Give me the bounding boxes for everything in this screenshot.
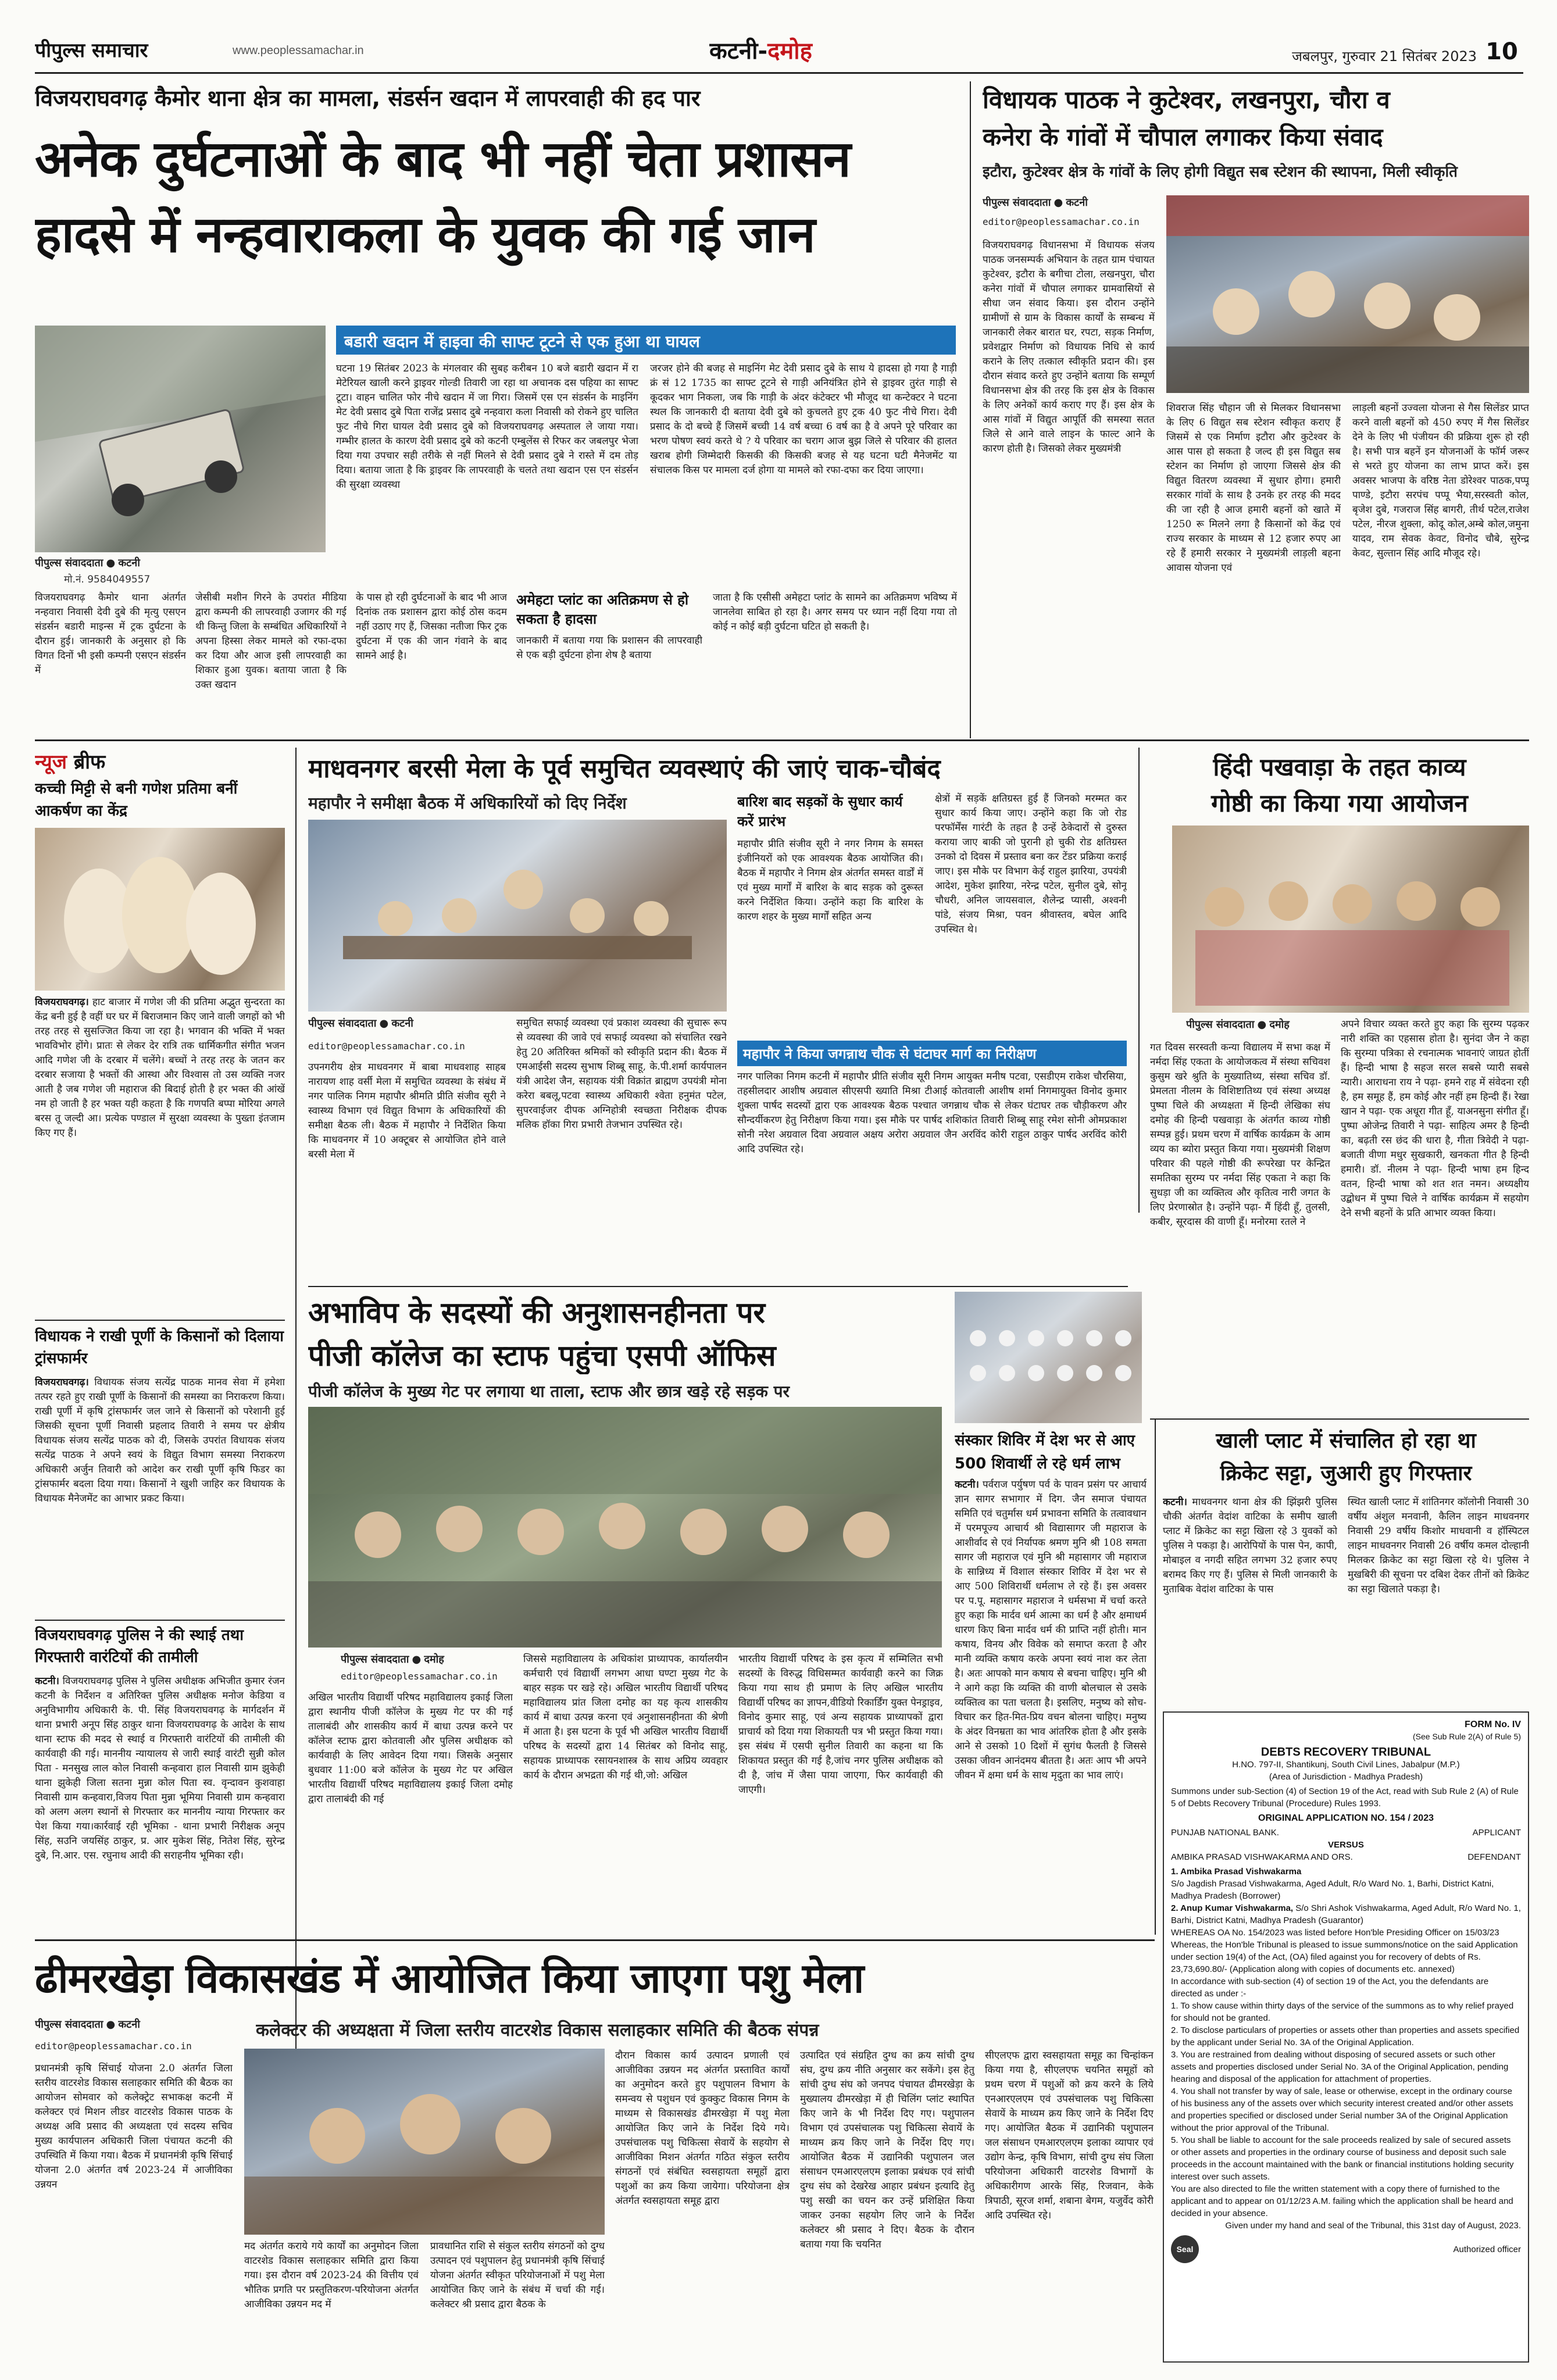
group-illustration bbox=[1172, 826, 1529, 1013]
top-section-rule bbox=[35, 739, 1529, 741]
sanskar-camp-photo bbox=[955, 1292, 1142, 1423]
dhimar-credit: पीपुल्स संवाददाता ● कटनी bbox=[35, 2018, 140, 2031]
officials-illustration bbox=[244, 2049, 605, 2235]
notice-jurisdiction: (Area of Jurisdiction - Madhya Pradesh) bbox=[1269, 1772, 1423, 1782]
dhimar-col-6: सीएलएफ द्वारा स्वसहायता समूह का चिन्हांकन किया गया है, सीएलएफ चयनित समूहों को प्रथम चरण में पशुओं को क्रय करने के लिये एनआरएलएम एवं उपसंचालक पशु चिकित्सा सेवायें के माध्यम क्रय किए जाने के निर्देश दिए गए। आयोजित बैठक में उद्यानिकी पशुपालन जल संसाधन एमआरएलएम इलाका व्यापार एवं उद्योग केन्द्र, कृषि विभाग, सांची दुग्ध संघ जिला परियोजना अधिकारी वाटरशेड विभागों के अधिकारीगण आरके सिंह, रिजवान, केके त्रिपाठी, सूरज शर्मा, शबाना बेगम, यजुर्वेद कोरी आदि उपस्थित रहे। bbox=[985, 2050, 1154, 2221]
notice-d2-block bbox=[1171, 1902, 1521, 1927]
dhimar-col-2: मद अंतर्गत कराये गये कार्यों का अनुमोदन जिला वाटरशेड विकास सलाहकार समिति द्वारा किया गया। इस दौरान वर्ष 2023-24 की वित्तीय एवं भौतिक प्रगति पर प्रस्तुतिकरण-परियोजना अंतर्गत आजीविका उन्नयन मद में bbox=[244, 2240, 419, 2310]
idol-illustration bbox=[35, 828, 285, 991]
lead-col-2b: के पास हो रही दुर्घटनाओं के बाद भी आज दिनांक तक प्रशासन द्वारा कोई ठोस कदम नहीं उठाए गए हैं, जिसका नतीजा फिर ट्रक दुर्घटना में एक की जान गंवाने के बाद सामने आई है। bbox=[356, 592, 507, 662]
notice-d1: 1. Ambika Prasad Vishwakarma bbox=[1171, 1867, 1302, 1877]
notice-body-2: Whereas, the Hon'ble Tribunal is pleased to issue summons/notice on the said Application under section 19(4) of the Act, (OA) filed against you for recovery of debts of Rs. 23,73,690.80/- (Application along with copies of documents etc. annexed) bbox=[1171, 1940, 1518, 1974]
satta-headline-2: क्रिकेट सट्टा, जुआरी हुए गिरफ्तार bbox=[1220, 1461, 1472, 1485]
section-dash: - bbox=[758, 38, 768, 65]
page-number: 10 bbox=[1485, 38, 1518, 65]
col-divider-left bbox=[295, 748, 297, 2050]
lead-subhead: बडारी खदान में हाइवा की साफ्ट टूटने से एक हुआ था घायल bbox=[336, 326, 956, 355]
lead-kicker: विजयराघवगढ़ कैमोर थाना क्षेत्र का मामला, संडर्सन खदान में लापरवाही की हद पार bbox=[35, 85, 701, 111]
notice-form: FORM No. IV bbox=[1465, 1720, 1521, 1729]
dhimar-email: editor@peoplessamachar.co.in bbox=[35, 2040, 192, 2052]
abvp-credit: पीपुल्स संवाददाता ● दमोह bbox=[341, 1653, 444, 1666]
satta-headline-1: खाली प्लाट में संचालित हो रहा था bbox=[1216, 1429, 1476, 1453]
notice-parties-row bbox=[1171, 1827, 1521, 1839]
notice-defendant-label: DEFENDANT bbox=[1467, 1852, 1521, 1862]
madhav-col-4: क्षेत्रों में सड़कें क्षतिग्रस्त हुई हैं जिनको मरम्मत कर सुधार कार्य किया जाए। उन्होंने कहा कि जो रोड परफॉर्मेंस गारंटी के तहत है उन्हें ठेकेदारों से दुरुस्त कराया जाए बाकी जो पुरानी हो चुकी रोड क्षतिग्रस्त उनको दो दिवस में प्रस्ताव बना कर टेंडर प्रक्रिया कराई जाए। इस मौके पर विभाग केई राहुल झारिया, उपयंत्री आदेश, मुकेश झारिया, नरेन्द्र पटेल, सुनील दुबे, सोनू चौधरी, अनिल जायसवाल, शैलेन्द्र प्यासी, अश्वनी पांडे, संजय मिश्रा, पवन श्रीवास्तव, बघेल आदि उपस्थित थे। bbox=[935, 793, 1127, 935]
college-staff-photo bbox=[308, 1407, 942, 1648]
pathak-col-2: शिवराज सिंह चौहान जी से मिलकर विधानसभा के लिए 6 विद्युत सब स्टेशन स्वीकृत कराए हैं जिसमें से एक निर्माण इटौरा और कुटेश्वर के आस पास हो सकता है जल्द ही इस विद्युत सब स्टेशन का निर्माण हो जाएगा जिससे क्षेत्र की विद्युत वितरण व्यवस्था में सुधार होगा। हमारी सरकार गांवों के साथ है उनके हर तरह की मदद की जा रही है आज हमारी बहनों को खाते में 1250 रू मिलने लगा है किसानों को केंद्र एवं राज्य सरकार के माध्यम से 12 हजार रुपए आ रहे हैं हमारी सरकार ने मुख्यमंत्री लाड़ली बहना आवास योजना एवं bbox=[1166, 402, 1341, 574]
news-label: न्यूज bbox=[35, 751, 67, 774]
brief-2-title: विधायक ने राखी पूर्णी के किसानों को दिलाया ट्रांसफार्मर bbox=[35, 1328, 284, 1367]
pathak-deck: इटौरा, कुटेश्वर क्षेत्र के गांवों के लिए होगी विद्युत सब स्टेशन की स्थापना, मिली स्वीकृति bbox=[983, 163, 1458, 181]
notice-item-3: 3. You are restrained from dealing without disposing of secured assets or such other assets and properties disclosed under Serial No. 3A of the Original Application, pending hearing and disposal of the application for attachment of properties. bbox=[1171, 2050, 1509, 2084]
ganesh-idols-photo bbox=[35, 828, 285, 991]
notice-item-2: 2. To disclose particulars of properties or assets other than properties and assets specified by the applicant under Serial No. 3A of the Original Application. bbox=[1171, 2025, 1520, 2047]
collector-meeting-photo bbox=[244, 2049, 605, 2235]
dhimar-col-4: दौरान विकास कार्य उत्पादन प्रणाली एवं आजीविका उन्नयन मद अंतर्गत प्रस्तावित कार्यों का अनुमोदन करते हुए पशुपालन विभाग के समन्वय से पशुधन एवं कुक्कुट विकास निगम के माध्यम से विकासखंड ढीमरखेड़ा में पशु मेला आयोजित किए जाने के निर्देश दिये गये। उपसंचालक पशु चिकित्सा सेवायें के सहयोग से आजीविका मिशन अंतर्गत गठित संकुल स्तरीय संगठनों एवं संबंधित स्वसहायता समूहों द्वारा पशुओं का क्रय किया जायेगा। परियोजना क्षेत्र अंतर्गत स्वसहायता समूह द्वारा bbox=[615, 2050, 790, 2207]
truck-illustration bbox=[35, 326, 326, 552]
lead-photo-credit: पीपुल्स संवाददाता ● कटनी bbox=[35, 557, 140, 569]
notice-d2-addr: S/o Shri Ashok Vishwakarma, Aged Adult, R/o Ward No. 1, Barhi, District Katni, Madhya Pradesh (Guarantor) bbox=[1171, 1903, 1521, 1925]
pathak-headline-2: कनेरा के गांवों में चौपाल लगाकर किया संवाद bbox=[983, 123, 1383, 151]
pathak-col-1: विजयराघवगढ़ विधानसभा में विधायक संजय पाठक जनसम्पर्क अभियान के तहत ग्राम पंचायत कुटेश्वर, इटौरा के बगीचा टोला, लखनपुरा, चौरा कनेरा गांवों में चौपाल लगाकर ग्रामवासियों से सीधा जन संवाद किया। इस दौरान उन्होंने ग्रामीणों से ग्राम के विकास कार्यों के सम्बन्ध में जानकारी लेकर बारात घर, रपटा, सड़क निर्माण, प्रवेशद्वार निर्माण को विधायक निधि से कार्य कराने के लिए तत्काल स्वीकृति प्रदान की। इस दौरान संवाद करते हुए उन्होंने बताया कि सम्पूर्ण विधानसभा क्षेत्र की तरह कि इस क्षेत्र के विकास के लिए अनेकों कार्य कराए गए हैं। इस क्षेत्र के आस गांवों में विद्युत आपूर्ति की समस्या सतत जिले से आने वाले लाइन के फाल्ट आने के कारण होती है। जिसको लेकर मुख्यमंत्री bbox=[983, 240, 1155, 455]
sanskar-headline-1: संस्कार शिविर में देश भर से आए bbox=[955, 1432, 1135, 1449]
news-brief-label bbox=[35, 748, 291, 776]
notice-applicant: APPLICANT bbox=[1472, 1828, 1521, 1838]
lead-headline-2: हादसे में नन्हवाराकला के युवक की गई जान bbox=[35, 206, 815, 264]
notice-item-5: 5. You shall be liable to account for the sale proceeds realized by sale of secured assets or other assets and properties in the ordinary course of business and deposit such sale proceeds in the account maintained with the bank or financial institutions holding security interest over such assets. bbox=[1171, 2135, 1514, 2182]
madhav-subhead-2: महापौर ने किया जगन्नाथ चौक से घंटाघर मार्ग का निरीक्षण bbox=[737, 1041, 1127, 1066]
lead-col-2: जेसीबी मशीन गिरने के उपरांत मीडिया द्वारा कम्पनी की लापरवाही उजागर की गई थी किन्तु जिला के सम्बंधित अधिकारियों ने अपना हिस्सा लेकर मामले को रफा-दफा कर दिया और आज इसी लापरवाही का शिकार हुआ युवक। बताया जाता है कि उक्त खदान bbox=[195, 592, 347, 691]
lead-subhead-2: अमेहटा प्लांट का अतिक्रमण से हो सकता है हादसा bbox=[516, 592, 689, 627]
notice-form-rule: (See Sub Rule 2(A) of Rule 5) bbox=[1413, 1732, 1521, 1741]
notice-body-1: WHEREAS OA No. 154/2023 was listed before Hon'ble Presiding Officer on 15/03/23 bbox=[1171, 1928, 1499, 1938]
notice-defendants-row bbox=[1171, 1851, 1521, 1863]
dhimar-col-3: प्रावधानित राशि से संकुल स्तरीय संगठनों को दुग्ध उत्पादन एवं पशुपालन हेतु प्रधानमंत्री कृषि सिंचाई योजना अंतर्गत स्वीकृत परियोजनाओं में पशु मेला आयोजित किए जाने के संबंध में चर्चा की गई। कलेक्टर श्री प्रसाद द्वारा बैठक के bbox=[430, 2240, 605, 2310]
hindi-headline-2: गोष्ठी का किया गया आयोजन bbox=[1211, 789, 1468, 817]
dhimar-headline: ढीमरखेड़ा विकासखंड में आयोजित किया जाएगा पशु मेला bbox=[35, 1954, 864, 2002]
audience-illustration bbox=[955, 1292, 1142, 1423]
notice-oa: ORIGINAL APPLICATION NO. 154 / 2023 bbox=[1258, 1813, 1434, 1823]
pathak-col-3: लाड़ली बहनों उज्वला योजना से गैस सिलेंडर प्राप्त करने वाली बहनों को 450 रुपए में गैस सिलेंडर देने के लिए भी पंजीयन की प्रक्रिया शुरू हो रही है। सभी पात्र बहनें इन योजनाओं के फॉर्म जरूर से भरते हुए योजना का लाभ प्राप्त करें। इस अवसर भाजपा के वरिष्ठ नेता डोरेश्वर पाठक,पप्पू पाण्डे, इटौरा सरपंच पप्पू भैया,सरस्वती कोल, बृजेश दुबे, गजराज सिंह बागरी, तीर्थ पटेल,राजेश पटेल, नीरज शुक्ला, कोदू कोल,अम्बे कोल,जमुना यादव, राम सेवक केवट, विनोद चौबे, सुरेन्द्र केवट, सुल्तान सिंह आदि मौजूद रहे। bbox=[1352, 402, 1529, 559]
abvp-email: editor@peoplessamachar.co.in bbox=[341, 1671, 498, 1682]
lead-col-1: विजयराघवगढ़ कैमोर थाना अंतर्गत नन्हवारा निवासी देवी दुबे की मृत्यु एसएन संडर्सन बडारी माइन्स में ट्रक दुर्घटना के दौरान हुई। जानकारी के अनुसार हो कि विगत दिनों भी इसी कम्पनी एसएन संडर्सन में bbox=[35, 592, 186, 676]
hindi-bottom-rule bbox=[1150, 1418, 1529, 1420]
truck-accident-photo bbox=[35, 326, 326, 552]
hindi-credit: पीपुल्स संवाददाता ● दमोह bbox=[1186, 1019, 1290, 1031]
madhav-email: editor@peoplessamachar.co.in bbox=[308, 1041, 465, 1052]
brief-label: ब्रीफ bbox=[73, 751, 106, 774]
staff-group-illustration bbox=[308, 1407, 942, 1648]
brief-1-title: कच्ची मिट्टी से बनी गणेश प्रतिमा बनीं आकर्षण का केंद्र bbox=[35, 780, 238, 820]
website-link[interactable]: www.peoplessamachar.in bbox=[233, 44, 364, 57]
lead-headline-1: अनेक दुर्घटनाओं के बाद भी नहीं चेता प्रशासन bbox=[35, 130, 851, 188]
brief-3-text: कटनी। विजयराघवगढ़ पुलिस ने पुलिस अधीक्षक अभिजीत कुमार रंजन कटनी के निर्देशन व अतिरिक्त पुलिस अधीक्षक मनोज केडिया व अनुविभागीय अधिकारी के. पी. सिंह विजयराघवगढ़ के मार्गदर्शन में थाना प्रभारी अनूप सिंह ठाकुर थाना विजयराघवगढ़ के आदेश के साथ थाना स्टाफ की मदद से स्थाई व गिरफ्तारी वारंटियों की तामीली की कार्यवाही की गई। माननीय न्यायालय से जारी स्थाई वारंटी सुन्नी कोल पिता - मनसुख लाल कोल निवासी कन्हवारा हाल निवासी ग्राम झुकेही थाना झुकेही जिला सतना मुन्ना कोल पिता स्व. वृन्दावन कुशवाहा निवासी ग्राम कन्हवारा,विजय पिता मुन्ना भूमिया निवासी ग्राम कन्हवारा को अलग अलग स्थानों से गिरफ्तार कर माननीय न्याया गिरफ्तार कर पेश किया गया।कार्रवाई रही भूमिका - थाना प्रभारी निरीक्षक अनूप सिंह, सउनि जयसिंह ठाकुर, प्र. आर मुकेश सिंह, नितेश सिंह, सुरेन्द्र दुबे, नि.आर. एस. रघुनाथ आदी की सराहनीय भूमिका रही। bbox=[35, 1675, 285, 1861]
section-damoh: दमोह bbox=[767, 38, 812, 65]
brief-rule-1 bbox=[35, 1320, 285, 1321]
madhav-headline: माधवनगर बरसी मेला के पूर्व समुचित व्यवस्थाएं की जाएं चाक-चौबंद bbox=[308, 754, 941, 784]
satta-col-1: कटनी। माधवनगर थाना क्षेत्र की झिंझरी पुलिस चौकी अंतर्गत वेदांश वाटिका के समीप खाली प्लाट में क्रिकेट का सट्टा खिला रहे 3 युवकों को पुलिस ने पकड़ा है। आरोपियों के पास पेन, कापी, मोबाइल व नगदी सहित लगभग 32 हजार रुपए बरामद किए गए हैं। पुलिस से मिली जानकारी के मुताबिक वेदांश वाटिका के पास bbox=[1163, 1496, 1337, 1595]
brief-1-text: विजयराघवगढ़। हाट बाजार में गणेश जी की प्रतिमा अद्भुत सुन्दरता का केंद्र बनी हुई है वहीं घर घर में बिराजमान किए जाने वाली जगहों को भी तरह तरह से सुसज्जित किया जा रहा है। भगवान की भक्ति में भक्त भावविभोर होंगे। प्रातः से लेकर देर रात्रि तक धार्मिकगीत संगीत भजन आदि गणेश जी के दरबार में चलेंगे। बच्चों ने तरह तरह के जतन कर दरबार सजाया है भक्तों की आस्था और विश्वास तो उस व्यक्ति नजर आती है जब गणेश जी महाराज की बिदाई होती है हर भक्त की आंखें नम हो जाती है हर भक्त यही कहता है कि गणपति बप्पा मोरिया अगले बरस तू जल्दी आ। प्रत्येक पण्डाल में सुरक्षा व्यवस्था के पुख्ता इंतजाम किए गए हैं। bbox=[35, 996, 285, 1139]
paper-logo: पीपुल्स समाचार bbox=[35, 39, 148, 62]
madhav-col-2: समुचित सफाई व्यवस्था एवं प्रकाश व्यवस्था की सुचारू रूप से व्यवस्था की जावे एवं सफाई व्यवस्था को संचालित रखने हेतु 20 अतिरिक्त श्रमिकों को स्वीकृति प्रदान की। बैठक में एमआईसी सदस्य सुभाष शिब्बू साहू, के.पी.शर्मा कार्यपालन यंत्री आदेश जैन, सहायक यंत्री विक्रांत ब्राह्मण उपयंत्री मोना करेरा बबलू,पटवा स्वास्थ्य अधिकारी श्वेता हनुमंत पटेल, सुपरवाईजर दीपक अग्निहोत्री स्वच्छता निरीक्षक दीपक मलिक हॉका गिरा प्रभारी तेजभान उपस्थित रहे। bbox=[516, 1017, 727, 1131]
abvp-headline-2: पीजी कॉलेज का स्टाफ पहुंचा एसपी ऑफिस bbox=[308, 1339, 776, 1373]
notice-bank: PUNJAB NATIONAL BANK. bbox=[1171, 1828, 1279, 1838]
notice-summons: Summons under sub-Section (4) of Section 19 of the Act, read with Sub Rule 2 (A) of Rule 5 of Debts Recovery Tribunal (Procedure) Rules 1993. bbox=[1171, 1786, 1519, 1809]
hindi-headline-1: हिंदी पखवाड़ा के तहत काव्य bbox=[1213, 753, 1466, 781]
abvp-col-1: अखिल भारतीय विद्यार्थी परिषद महाविद्यालय इकाई जिला द्वारा स्थानीय पीजी कॉलेज के मुख्य गेट पर की गई तालाबंदी और शासकीय कार्य में बाधा उत्पन्न करने पर कॉलेज स्टाफ द्वारा कोतवाली और पुलिस अधीक्षक को कार्यवाही के लिए आवेदन दिया गया। जिसके अनुसार बुधवार 11:00 बजे कॉलेज के मुख्य गेट पर अखिल भारतीय विद्यार्थी परिषद महाविद्यालय इकाई जिला दमोह द्वारा तालाबंदी की गई bbox=[308, 1692, 513, 1805]
notice-footer bbox=[1171, 2235, 1521, 2263]
sanskar-headline-2: 500 शिवार्थी ले रहे धर्म लाभ bbox=[955, 1455, 1120, 1473]
notice-address: H.NO. 797-II, Shantikunj, South Civil Lines, Jabalpur (M.P.) bbox=[1232, 1760, 1460, 1770]
brief-3-title: विजयराघवगढ़ पुलिस ने की स्थाई तथा गिरफ्तारी वारंटियों की तामीली bbox=[35, 1627, 244, 1666]
sanskar-text: कटनी। पर्वराज पर्युषण पर्व के पावन प्रसंग पर आचार्य ज्ञान सागर सभागार में दिग. जैन समाज पंचायत समिति एवं चतुर्मास धर्म प्रभावना समिति के तत्वावधान में परमपूज्य आचार्य श्री विद्यासागर जी महाराज के आशीर्वाद से एवं निर्यापक श्रमण मुनि श्री 108 समता सागर जी महाराज एवं मुनि श्री महासागर जी महाराज के सान्निध्य में विशाल संस्कार शिविर में देश भर से आए 500 शिविरार्थी धर्मलाभ ले रहे हैं। इस अवसर पर प.पू. महासागर महाराज ने धर्मसभा में चर्चा करते हुए कहा कि मार्दव धर्म आत्मा का धर्म है और क्षमाधर्म धारण किए बिना मार्दव धर्म की प्राप्ति नहीं होती। मान कषाय, विनय और विवेक को समाप्त करता है और मानी व्यक्ति कषाय करके अपना स्वयं नाश कर लेता है। अतः आपको मान कषाय से बचना चाहिए। मुनि श्री ने आगे कहा कि व्यक्ति की वाणी बोलचाल से उसके व्यक्तित्व का पता चलता है। इसलिए, मनुष्य को सोच-विचार कर हित-मित-प्रिय वचन बोलना चाहिए। मनुष्य के अंदर विनम्रता का भाव आंतरिक होता है और इसके आने से उसको 10 दिशों में सुगंध फैलती है जिससे उसका जीवन आनंदमय बीतता है। अतः आप भी अपने जीवन में क्षमा धर्म के साथ मृदुता का भाव लाएं। bbox=[955, 1479, 1147, 1781]
notice-body-3: In accordance with sub-section (4) of section 19 of the Act, you the defendants are directed as under :- bbox=[1171, 1977, 1489, 1999]
review-meeting-photo bbox=[308, 820, 727, 1012]
pathak-email: editor@peoplessamachar.co.in bbox=[983, 216, 1140, 227]
bottom-section-rule bbox=[35, 1939, 1155, 1941]
col-divider-right-mid bbox=[1138, 748, 1140, 1213]
brief-rule-2 bbox=[35, 1620, 285, 1621]
abvp-col-2: जिससे महाविद्यालय के अधिकांश प्राध्यापक, कार्यालयीन कर्मचारी एवं विद्यार्थी लगभग आधा घण्टा मुख्य गेट के बाहर सड़क पर खड़े रहे। अखिल भारतीय विद्यार्थी परिषद महाविद्यालय प्रांत जिला दमोह का यह कृत्य शासकीय कार्य में बाधा उत्पन्न करना एवं अनुशासनहीनता की श्रेणी में आता है। इस घटना के पूर्व भी अखिल भारतीय विद्यार्थी परिषद के सदस्यों द्वारा 14 सितंबर को विनोद साहू, सहायक प्राध्यापक रसायनशास्त्र के साथ अप्रिय व्यवहार कार्य के दौरान अभद्रता की गई थी,जो: अखिल bbox=[523, 1653, 728, 1781]
satta-col-2: स्थित खाली प्लाट में शांतिनगर कॉलोनी निवासी 30 वर्षीय अंशुल मनवानी, कैलिन लाइन माधवनगर निवासी 29 वर्षीय किशोर माधवानी व हॉस्पिटल लाइन माधवनगर निवासी 26 वर्षीय कमल दोल्हानी मिलकर क्रिकेट का सट्टा खिला रहे थे। पुलिस ने मुखबिरी की सूचना पर दबिश देकर तीनों को क्रिकेट का सट्टा खिलाते पकड़ा है। bbox=[1348, 1496, 1529, 1595]
pathak-credit: पीपुल्स संवाददाता ● कटनी bbox=[983, 196, 1088, 209]
seal-stamp: Seal bbox=[1171, 2235, 1199, 2263]
notice-body-4: You are also directed to file the written statement with a copy there of furnished to the applicant and to appear on 01/12/23 A.M. failing which the application shall be heard and decided in your absence. bbox=[1171, 2184, 1513, 2218]
lead-col-4: जरजर होने की बजह से माइनिंग मेट देवी प्रसाद दुबे के साथ ये हादसा हो गया है गाड़ी क्रं सं 12 1735 का साफ्ट टूटने से गाड़ी अनियंत्रित होने से ड्राइवर तुरंत गाड़ी से कूदकर भाग निकला, जब कि गाड़ी के अंदर कंटेक्टर भी मौजूद था कन्टेक्टर ने घटना स्थल कि जानकारी दी बताया देवी दुबे को कुचलते हुए ट्रक 40 फुट नीचे गिरा। देवी प्रसाद के दो बच्चे हैं जिसमें बच्ची 14 वर्ष बच्चा 6 वर्ष का है वे अपने पूरे परिवार का भरण पोषण स्वयं करते थे ? ये परिवार का चराग आज बुझ जिले से परिवार की हालत खराब होगी जिम्मेदारी किसकी की किसकी बजह से यह घटना घटी मैनेजमेंट या संचालक किस पर मामला दर्ज होगा या मामले को रफा-दफा कर दिया जाएगा। bbox=[650, 363, 957, 476]
madhav-deck: महापौर ने समीक्षा बैठक में अधिकारियों को दिए निर्देश bbox=[308, 794, 627, 813]
dateline: जबलपुर, गुरुवार 21 सितंबर 2023 bbox=[1292, 48, 1477, 65]
abvp-headline-1: अभाविप के सदस्यों की अनुशासनहीनता पर bbox=[308, 1296, 765, 1330]
col-divider-right-lower bbox=[1155, 1418, 1156, 1935]
pathak-headline-1: विधायक पाठक ने कुटेश्वर, लखनपुरा, चौरा व bbox=[983, 85, 1390, 114]
poetry-meet-photo bbox=[1172, 826, 1529, 1013]
lead-mobile: मो.नं. 9584049557 bbox=[64, 574, 151, 585]
masthead-rule bbox=[35, 72, 1523, 74]
notice-d1-addr: S/o Jagdish Prasad Vishwakarma, Aged Adult, R/o Ward No. 1, Barhi, District Katni, Madhya Pradesh (Borrower) bbox=[1171, 1879, 1494, 1901]
brief-2-text: विजयराघवगढ़। विधायक संजय सत्येंद्र पाठक मानव सेवा में हमेशा तत्पर रहते हुए राखी पूर्णी के किसानों की समस्या का निराकरण किया। राखी पूर्णी में कृषि ट्रांसफार्मर जल जाने से किसानों को परेशानी हुई जिसकी सूचना पूर्णी निवासी प्रहलाद तिवारी ने समय पर क्षेत्रीय विधायक संजय सत्येंद्र पाठक को दी, जिसके उपरांत विधायक संजय सत्येंद्र पाठक ने अपने स्वयं के विद्युत विभाग समस्या निराकरण अधिकारी अर्जुन तिवारी को आदेश कर राखी पूर्णी कृषि फिडर का ट्रांसफार्मर बदला दिया गया। किसानों ने खुशी जाहिर कर विधायक के विधायक मैनेजमेंट का आभार प्रकट किया। bbox=[35, 1377, 285, 1505]
dhimar-col-1: प्रधानमंत्री कृषि सिंचाई योजना 2.0 अंतर्गत जिला स्तरीय वाटरशेड विकास सलाहकार समिति की बैठक का आयोजन सोमवार को कलेक्ट्रेट सभाकक्ष कटनी में कलेक्टर एवं मिशन लीडर वाटरशेड विकास पाठक के अध्यक्ष अवि प्रसाद की अध्यक्षता एवं सदस्य सचिव मुख्य कार्यपालन अधिकारी जिला पंचायत कटनी की उपस्थिति में किया गया। बैठक में प्रधानमंत्री कृषि सिंचाई योजना 2.0 अंतर्गत वर्ष 2023-24 में आजीविका उन्नयन bbox=[35, 2063, 233, 2190]
madhav-credit: पीपुल्स संवाददाता ● कटनी bbox=[308, 1017, 413, 1030]
pathak-chaupal-photo bbox=[1166, 195, 1529, 393]
notice-signed: Authorized officer bbox=[1453, 2244, 1521, 2254]
dhimar-col-5: उत्पादित एवं संग्रहित दुग्ध का क्रय सांची दुग्ध संघ, दुग्ध क्रय नीति अनुसार कर सकेंगे। इस हेतु सांची दुग्ध संघ को जनपद पंचायत ढीमरखेड़ा के मुख्यालय ढीमरखेड़ा में ही चिलिंग प्लांट स्थापित किए जाने के भी निर्देश दिए गए। पशुपालन विभाग एवं उपसंचालक पशु चिकित्सा सेवायें के माध्यम क्रय किए जाने के निर्देश दिए गए। आयोजित बैठक में उद्यानिकी पशुपालन जल संसाधन एमआरएलएम इलाका प्रबंधक एवं सांची दुग्ध संघ को देखरेख आहार प्रबंधन इत्यादि हेतु पशु सखी का चयन कर उन्हें प्रशिक्षित किया जाकर उनका सहयोग लिए जाने के निर्देश कलेक्टर श्री प्रसाद ने दिए। बैठक के दौरान बताया गया कि चयनित bbox=[800, 2050, 974, 2250]
section-title bbox=[709, 34, 895, 69]
masthead bbox=[0, 0, 1557, 74]
madhav-col-1: उपनगरीय क्षेत्र माधवनगर में बाबा माधवशाह साहब नारायण शाह वर्सी मेला में समुचित व्यवस्था के संबंध में नगर पालिक निगम महापौर श्रीमति प्रीति संजीव सूरी ने स्वास्थ्य विभाग एवं विद्युत विभाग के अधिकारियों की समीक्षा बैठक ली। बैठक में महापौर ने निर्देशित किया कि माधवनगर में 10 अक्टूबर से आयोजित होने वाले बरसी मेला में bbox=[308, 1062, 506, 1160]
notice-title: DEBTS RECOVERY TRIBUNAL bbox=[1260, 1746, 1431, 1759]
notice-body-5: Given under my hand and seal of the Tribunal, this 31st day of August, 2023. bbox=[1225, 2221, 1521, 2231]
meeting-illustration bbox=[308, 820, 727, 1012]
drt-notice bbox=[1163, 1711, 1529, 2363]
section-katni: कटनी bbox=[709, 38, 758, 65]
lead-col-3: घटना 19 सितंबर 2023 के मंगलवार की सुबह करीबन 10 बजे बडारी खदान में रा मेटेरियल खाली करने ड्राइवर गोल्डी तिवारी जा रहा था अचानक दस पहिया का साफ्ट टूटा। वाहन चालित फोर नीचे खदान में जा गिरा। जिसमें एस एन संडर्सन के माइनिंग मेट देवी प्रसाद दुबे पिता राजेंद्र प्रसाद दुबे नन्हवारा कला निवासी को रोकने हुए चालित फुट नीचे गिरा घायल देवी प्रसाद दुबे को विजयराघवगढ़ अस्पताल ले जाया गया। गम्भीर हालत के कारण देवी प्रसाद दुबे को कटनी एम्बुलेंस से रिफर कर जबलपुर भेजा दिया गया उपचार सही तरीके से नहीं मिलने से देवी प्रसाद दुबे ने रास्ते में दम तोड़ दिया। बताया जाता है कि ड्राइवर कि लापरवाही के चलते तथा खदान एस एन संडर्सन की सुरक्षा व्यवस्था bbox=[336, 363, 638, 491]
lead-col-4b: जाता है कि एसीसी अमेहटा प्लांट के सामने का अतिक्रमण भविष्य में जानलेवा साबित हो रहा है। अगर समय पर ध्यान नहीं दिया गया तो कोई न कोई बड़ी दुर्घटना घटित हो सकती है। bbox=[713, 592, 957, 632]
madhav-bottom-rule bbox=[308, 1286, 1128, 1287]
col-divider-right-top bbox=[970, 81, 971, 738]
abvp-col-3: भारतीय विद्यार्थी परिषद के इस कृत्य में सम्मिलित सभी सदस्यों के विरुद्ध विधिसम्मत कार्यवाही करने का जिक्र किया गया साथ ही प्रमाण के लिए अखिल भारतीय विद्यार्थी परिषद का ज्ञापन,वीडियो रिकार्डिंग युक्त पेनड्राइव, विनोद कुमार साहू, एवं अन्य सहायक प्राध्यापकों द्वारा प्राचार्य को दिया गया शिकायती पत्र भी प्रस्तुत किया गया। इस संबंध में एसपी सुनील तिवारी का कहना था कि शिकायत प्रस्तुत की गई है,जांच नगर पुलिस अधीक्षक को दी है, जांच में जैसा पाया जाएगा, फिर कार्यवाही की जाएगी। bbox=[738, 1653, 943, 1796]
notice-versus: VERSUS bbox=[1328, 1840, 1364, 1850]
lead-col-3b: जानकारी में बताया गया कि प्रशासन की लापरवाही से एक बड़ी दुर्घटना होना शेष है बताया bbox=[516, 635, 702, 661]
hindi-col-1: गत दिवस सरस्वती कन्या विद्यालय में सभा कक्ष में नर्मदा सिंह एकता के आयोजकत्व में संस्था सचिवश कुसुम खरे श्रुति के मुख्यातिथ्य, संस्था सचिव डॉ. प्रेमलता नीलम के विशिष्टातिथ्य एवं संस्था अध्यक्ष पुष्पा चिले की अध्यक्षता में हिन्दी लेखिका संघ दमोह की हिन्दी पखवाड़ा के अंतर्गत काव्य गोष्ठी सम्पन्न हुई। प्रथम चरण में वार्षिक कार्यक्रम के आम व्यय का ब्योरा प्रस्तुत किया गया। मुख्यमंत्री शिक्षण परिवार की पहले गोष्ठी की रूपरेखा पर केन्द्रित समतिका सुरम्य पर नर्मदा सिंह एकता ने कहा कि सुधड़ा जी का व्यक्तित्व और कृतित्व नारी जगत के लिए प्रेरणास्रोत है। उन्होंने पढ़ा- मैं हिंदी हूँ, तुलसी, कबीर, सूरदास की वाणी हूँ। मनोरमा रतले ने bbox=[1150, 1042, 1330, 1228]
crowd-illustration bbox=[1166, 195, 1529, 393]
notice-item-1: 1. To show cause within thirty days of the service of the summons as to why relief prayed for should not be granted. bbox=[1171, 2001, 1514, 2023]
madhav-col-5: नगर पालिका निगम कटनी में महापौर प्रीति संजीव सूरी निगम आयुक्त मनीष पटवा, एसडीएम राकेश चौरसिया, तहसीलदार आशीष अग्रवाल सीएसपी ख्याति मिश्रा टीआई कोतवाली आशीष शर्मा निगमायुक्त विनोद कुमार शुक्ला पार्षद सदस्यों द्वारा एक आवश्यक बैठक पश्चात जगन्नाथ चौक से लेकर घंटाघर तक चौड़ीकरण और सौन्दर्यीकरण हेतु निरीक्षण किया गया। इस मौके पर पार्षद शशिकांत तिवारी शिब्बू साहू रमेश सोनी ओमप्रकाश सोनी नरेश अग्रवाल दिवा अग्रवाल अक्षय अरोरा अग्रवाल जैन अरविंद कोरी राहुल ठाकुर पार्षद अरविंद कोरी आदि उपस्थित रहे। bbox=[737, 1071, 1127, 1155]
notice-defendants: AMBIKA PRASAD VISHWAKARMA AND ORS. bbox=[1171, 1852, 1353, 1862]
madhav-subhead-1: बारिश बाद सड़कों के सुधार कार्य करें प्रारंभ bbox=[737, 794, 903, 830]
notice-d2: 2. Anup Kumar Vishwakarma, bbox=[1171, 1903, 1294, 1913]
hindi-col-2: अपने विचार व्यक्त करते हुए कहा कि सुरम्य पढ़कर नारी शक्ति का एहसास होता है। सुनंदा जैन ने कहा कि सुरम्या पत्रिका से रचनात्मक भावनाएं जाग्रत होतीं हैं। हिन्दी भाषा है सहज सरल सबसे प्यारी सबसे न्यारी। आराधना राय ने पढ़ा- हमने राह में संवेदना रही है, हम समूह हैं, हम कोई और नहीं हम हिन्दी हैं। रेखा खान ने पढ़ा- एक अधूरा गीत हूँ, याअनसुना संगीत हूँ। पुष्पा ओजेन्द्र तिवारी ने पढ़ा- साहित्य अमर है हिन्दी का, बढ़ती रस छंद की धारा है, गीता त्रिवेदी ने पढ़ा- बजाती वीणा मधुर सुखकारी, खनकता गीत है हिन्दी हमारी। डॉ. नीलम ने पढ़ा- हिन्दी भाषा हम हिन्द वतन, हिन्दी भाषा को शत शत नमन। अध्यक्षीय उद्बोधन में पुष्पा चिले ने वार्षिक कार्यक्रम में सहयोग देने सभी बहनों के प्रति आभार व्यक्त किया। bbox=[1341, 1019, 1529, 1219]
notice-item-4: 4. You shall not transfer by way of sale, lease or otherwise, except in the ordinary course of his business any of the assets over which security interest created and/or other assets and properties specified or disclosed under Serial number 3A of the Original Application without the prior approval of the Tribunal. bbox=[1171, 2086, 1513, 2133]
abvp-deck: पीजी कॉलेज के मुख्य गेट पर लगाया था ताला, स्टाफ और छात्र खड़े रहे सड़क पर bbox=[308, 1382, 790, 1401]
madhav-col-3: महापौर प्रीति संजीव सूरी ने नगर निगम के समस्त इंजीनियरों को एक आवश्यक बैठक आयोजित की। बैठक में महापौर ने निगम क्षेत्र अंतर्गत समस्त वार्डों में एवं मुख्य मार्गों में बारिश के बाद सड़क को दुरूस्त करने निर्देशित किया। उन्होंने कहा कि बारिश के कारण शहर के मुख्य मार्गों सहित अन्य bbox=[737, 838, 923, 923]
dhimar-deck: कलेक्टर की अध्यक्षता में जिला स्तरीय वाटरशेड विकास सलाहकार समिति की बैठक संपन्न bbox=[256, 2020, 819, 2040]
